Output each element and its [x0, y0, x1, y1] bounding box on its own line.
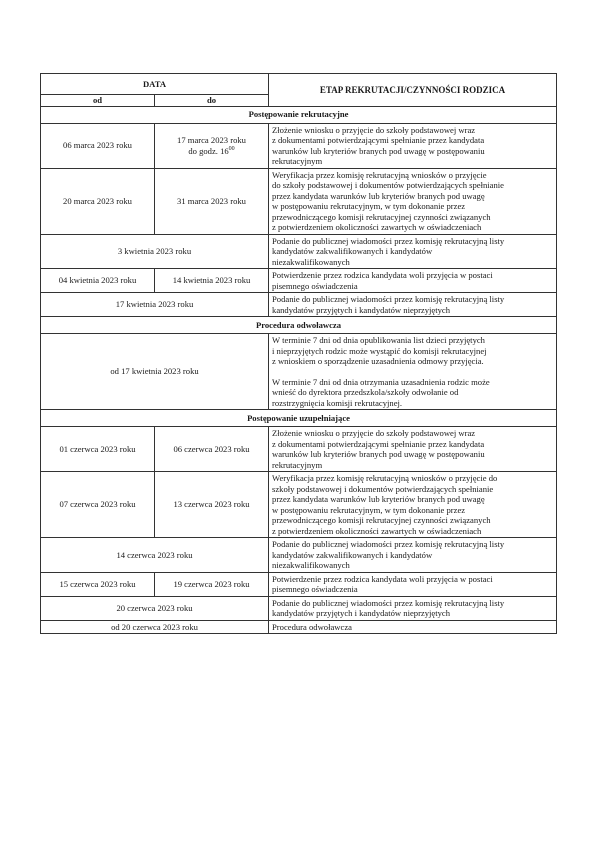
date-to [155, 123, 269, 168]
stage-description [269, 293, 557, 317]
date-to: 14 kwietnia 2023 roku [155, 269, 269, 293]
header-etap: ETAP REKRUTACJI/CZYNNOŚCI RODZICA [269, 74, 557, 107]
stage-description [269, 596, 557, 620]
stage-text: Procedura odwoławcza [272, 621, 352, 632]
stage-description [269, 427, 557, 472]
stage-description [269, 123, 557, 168]
stage-description [269, 620, 557, 634]
stage-text: Potwierdzenie przez rodzica kandydata woli przyjęcia w postaci pisemnego oświadczenia [272, 573, 493, 594]
table-row [41, 472, 557, 538]
stage-description [269, 234, 557, 269]
recruitment-schedule-table [40, 73, 557, 634]
table-row [41, 168, 557, 234]
stage-text: Podanie do publicznej wiadomości przez komisję rekrutacyjną listy kandydatów przyjętych i kandydatów nieprzyjętych [272, 597, 505, 618]
stage-text: Złożenie wniosku o przyjęcie do szkoły podstawowej wraz z dokumentami potwierdzającymi spełnianie przez kandydata warunków lub kryteriów branych pod uwagę w postępowaniu rekrutacyjnym [272, 124, 485, 166]
date-single: od 20 czerwca 2023 roku [41, 620, 269, 634]
date-to-line1: 17 marca 2023 roku [177, 135, 246, 145]
date-to-line2: do godz. 16 [188, 145, 229, 156]
date-to: 31 marca 2023 roku [155, 168, 269, 234]
stage-description [269, 168, 557, 234]
stage-description [269, 572, 557, 596]
section-row [41, 106, 557, 123]
date-from: 06 marca 2023 roku [41, 123, 155, 168]
table-row [41, 293, 557, 317]
paragraph-gap [272, 367, 553, 377]
date-single: 17 kwietnia 2023 roku [41, 293, 269, 317]
table-row [41, 123, 557, 168]
table-row [41, 620, 557, 634]
stage-text-paragraph-2: W terminie 7 dni od dnia otrzymania uzasadnienia rodzic może wnieść do dyrektora przedszkola/szkoły odwołanie od rozstrzygnięcia komisji rekrutacyjnej. [272, 376, 490, 408]
stage-text: Podanie do publicznej wiadomości przez komisję rekrutacyjną listy kandydatów przyjętych i kandydatów nieprzyjętych [272, 294, 505, 315]
stage-description [269, 472, 557, 538]
stage-text: Podanie do publicznej wiadomości przez komisję rekrutacyjną listy kandydatów zakwalifikowanych i kandydatów niezakwalifikowanych [272, 235, 505, 267]
date-single: 3 kwietnia 2023 roku [41, 234, 269, 269]
date-from: 07 czerwca 2023 roku [41, 472, 155, 538]
header-od: od [41, 95, 155, 107]
section-procedura-odwolawcza: Procedura odwoławcza [41, 317, 557, 334]
stage-description [269, 538, 557, 573]
date-from: 01 czerwca 2023 roku [41, 427, 155, 472]
date-to: 19 czerwca 2023 roku [155, 572, 269, 596]
date-to: 06 czerwca 2023 roku [155, 427, 269, 472]
section-postepowanie-uzupelniajace: Postępowanie uzupełniające [41, 410, 557, 427]
date-to: 13 czerwca 2023 roku [155, 472, 269, 538]
stage-text: Potwierdzenie przez rodzica kandydata woli przyjęcia w postaci pisemnego oświadczenia [272, 270, 493, 291]
date-from: 04 kwietnia 2023 roku [41, 269, 155, 293]
date-single: od 17 kwietnia 2023 roku [41, 334, 269, 410]
stage-description [269, 269, 557, 293]
table-row [41, 596, 557, 620]
header-row [41, 74, 557, 95]
table-row [41, 538, 557, 573]
table-row [41, 427, 557, 472]
stage-text: Weryfikacja przez komisję rekrutacyjną wniosków o przyjęcie do szkoły podstawowej i dokumentów potwierdzających spełnianie przez kandydata warunków lub kryteriów branych pod uwagę w postępowaniu rekrutacyjnym, w tym dokonanie przez przewodniczącego komisji rekrutacyjnej czynności związanych z potwierdzeniem okoliczności zawartych w oświadczeniach [272, 473, 498, 536]
section-row [41, 410, 557, 427]
section-postepowanie-rekrutacyjne: Postępowanie rekrutacyjne [41, 106, 557, 123]
date-single: 20 czerwca 2023 roku [41, 596, 269, 620]
table-row [41, 334, 557, 410]
table-row [41, 572, 557, 596]
header-do: do [155, 95, 269, 107]
date-single: 14 czerwca 2023 roku [41, 538, 269, 573]
stage-text: Podanie do publicznej wiadomości przez komisję rekrutacyjną listy kandydatów zakwalifikowanych i kandydatów niezakwalifikowanych [272, 539, 505, 570]
date-from: 15 czerwca 2023 roku [41, 572, 155, 596]
date-from: 20 marca 2023 roku [41, 168, 155, 234]
stage-text: Złożenie wniosku o przyjęcie do szkoły podstawowej wraz z dokumentami potwierdzającymi spełnianie przez kandydata warunków lub kryteriów branych pod uwagę w postępowaniu rekrutacyjnym [272, 428, 485, 470]
table-row [41, 234, 557, 269]
stage-text-paragraph-1: W terminie 7 dni od dnia opublikowania list dzieci przyjętych i nieprzyjętych rodzic może wystąpić do komisji rekrutacyjnej z wnioskiem o sporządzenie uzasadnienia odmowy przyjęcia. [272, 335, 487, 366]
stage-description [269, 334, 557, 410]
section-row [41, 317, 557, 334]
hour-superscript: 00 [228, 145, 235, 152]
header-data: DATA [41, 74, 269, 95]
table-row [41, 269, 557, 293]
stage-text: Weryfikacja przez komisję rekrutacyjną wniosków o przyjęcie do szkoły podstawowej i dokumentów potwierdzających spełnianie przez kandydata warunków lub kryteriów branych pod uwagę w postępowaniu rekrutacyjnym, w tym dokonanie przez przewodniczącego komisji rekrutacyjnej czynności związanych z potwierdzeniem okoliczności zawartych w oświadczeniach [272, 169, 504, 232]
